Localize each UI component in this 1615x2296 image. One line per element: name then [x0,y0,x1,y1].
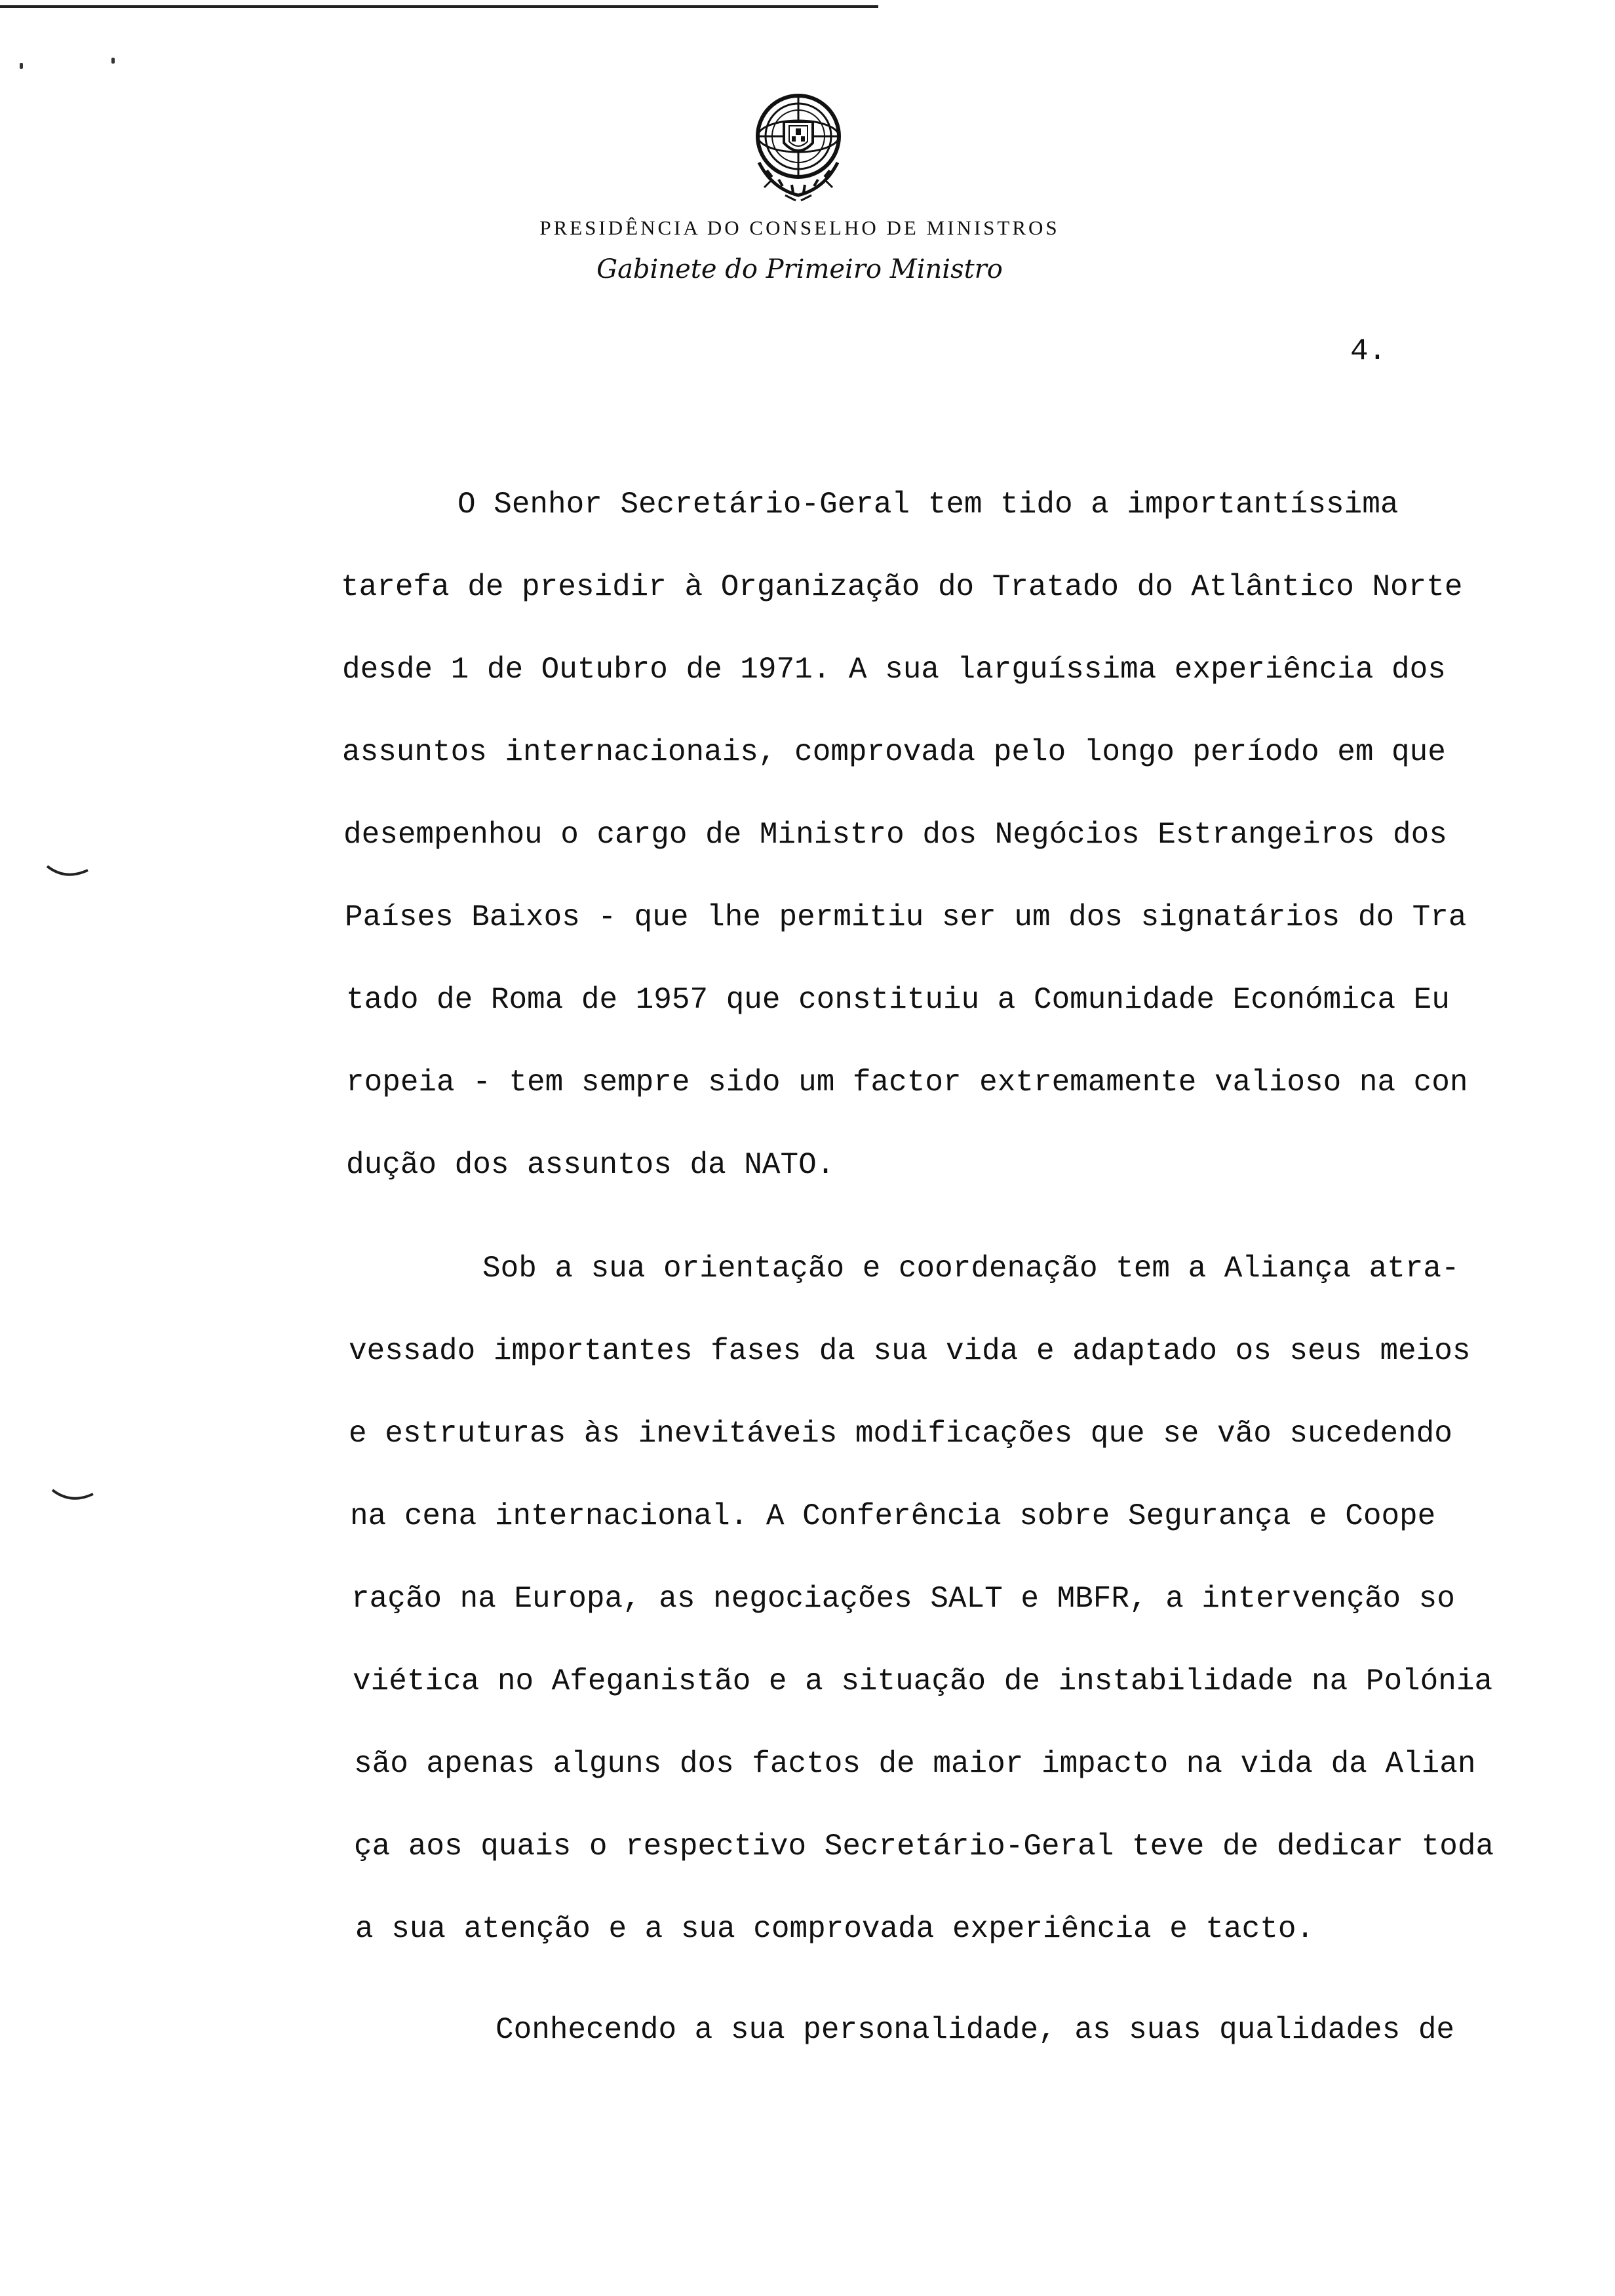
body-line: Sob a sua orientação e coordenação tem a Aliança atra- [482,1252,1460,1286]
body-line: Conhecendo a sua personalidade, as suas qualidades de [496,2013,1455,2047]
body-line: desde 1 de Outubro de 1971. A sua larguíssima experiência dos [342,653,1446,687]
page-number: 4. [1350,334,1387,368]
office-subtitle: Gabinete do Primeiro Ministro [596,254,1003,284]
body-line: a sua atenção e a sua comprovada experiência e tacto. [355,1912,1315,1946]
body-line: e estruturas às inevitáveis modificações que se vão sucedendo [349,1417,1452,1451]
body-line: são apenas alguns dos factos de maior impacto na vida da Alian [354,1747,1476,1781]
body-line: ça aos quais o respectivo Secretário-Geral teve de dedicar toda [354,1829,1494,1864]
body-line: na cena internacional. A Conferência sobre Segurança e Coope [350,1499,1436,1533]
body-line: tarefa de presidir à Organização do Tratado do Atlântico Norte [341,570,1463,604]
body-line: ração na Europa, as negociações SALT e MBFR, a intervenção so [351,1582,1455,1616]
body-line: vessado importantes fases da sua vida e adaptado os seus meios [349,1334,1471,1368]
body-line: ropeia - tem sempre sido um factor extremamente valioso na con [346,1065,1468,1100]
body-line: desempenhou o cargo de Ministro dos Negócios Estrangeiros dos [343,818,1447,852]
body-line: tado de Roma de 1957 que constituiu a Comunidade Económica Eu [346,983,1450,1017]
body-line: Países Baixos - que lhe permitiu ser um dos signatários do Tra [345,900,1467,934]
office-name: PRESIDÊNCIA DO CONSELHO DE MINISTROS [539,216,1060,239]
body-line: O Senhor Secretário-Geral tem tido a importantíssima [457,488,1399,522]
body-line: dução dos assuntos da NATO. [346,1148,835,1182]
body-line: assuntos internacionais, comprovada pelo longo período em que [342,735,1446,769]
body-line: viética no Afeganistão e a situação de instabilidade na Polónia [353,1664,1493,1698]
